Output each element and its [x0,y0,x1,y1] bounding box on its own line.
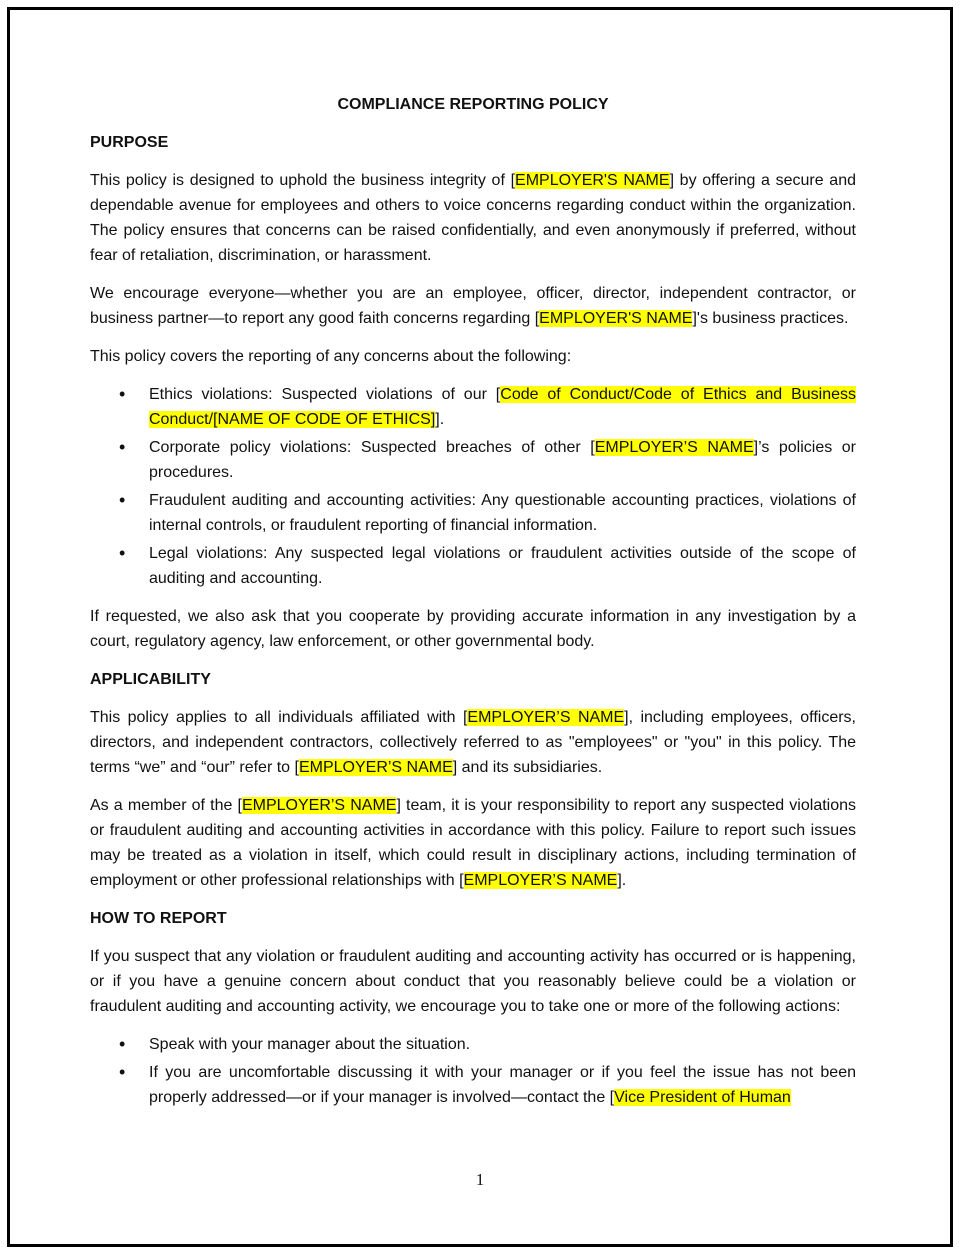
concerns-list [90,382,856,591]
text-run: ] by offering a secure and dependable avenue for employees and others to voice concerns regarding conduct within the organization. The policy ensures that concerns can be raised confidentially, and even anonymously if preferred, without fear of retaliation, discrimination, or harassment. [90,172,856,264]
text-run: We encourage everyone—whether you are an employee, officer, director, independent contractor, or business partner—to report any good faith concerns regarding [ [90,285,856,327]
text-run: This policy is designed to uphold the business integrity of [ [90,172,516,189]
document-body [90,92,856,1123]
purpose-paragraph-3: This policy covers the reporting of any concerns about the following: [90,348,572,365]
list-item: • Speak with your manager about the situation. [90,1032,856,1057]
purpose-paragraph-2 [90,281,856,331]
highlighted-placeholder: EMPLOYER'S NAME [539,310,693,327]
text-run: ]'s business practices. [692,310,849,327]
purpose-paragraph-1 [90,168,856,268]
highlighted-placeholder: EMPLOYER’S NAME [463,872,618,889]
document-title: COMPLIANCE REPORTING POLICY [337,96,609,113]
text-run: If you are uncomfortable discussing it with your manager or if you feel the issue has not been properly addressed—or if your manager is involved—contact the [ [149,1064,856,1106]
list-item: • Legal violations: Any suspected legal violations or fraudulent activities outside of the scope of auditing and accounting. [90,541,856,591]
text-run: ], including employees, officers, directors, and independent contractors, collectively referred to as "employees" or "you" in this policy. The terms “we” and “our” refer to [ [90,709,856,776]
list-item [90,435,856,485]
text-run: As a member of the [ [90,797,242,814]
highlighted-placeholder: Code of Conduct/Code of Ethics and Business Conduct/[NAME OF CODE OF ETHICS] [149,386,856,428]
page-number: 1 [475,1170,485,1189]
actions-list [90,1032,856,1110]
text-run: ]. [617,872,627,889]
text-run: ]’s policies or procedures. [149,439,857,481]
highlighted-placeholder: EMPLOYER'S NAME [515,172,670,189]
how-to-report-paragraph: If you suspect that any violation or fraudulent auditing and accounting activity has occurred or is happening, or if you have a genuine concern about conduct that you reasonably believe could be a violation or fraudulent auditing and accounting activity, we encourage you to take one or more of the following actions: [90,948,856,1015]
highlighted-placeholder: EMPLOYER’S NAME [241,797,397,814]
purpose-heading: PURPOSE [90,134,169,151]
highlighted-placeholder: Vice President of Human [614,1089,791,1106]
list-item [90,382,856,432]
applicability-paragraph-1 [90,705,856,780]
text-run: ] and its subsidiaries. [452,759,603,776]
applicability-paragraph-2 [90,793,856,893]
applicability-heading: APPLICABILITY [90,671,211,688]
text-run: ]. [435,411,445,428]
highlighted-placeholder: EMPLOYER’S NAME [298,759,453,776]
text-run: Ethics violations: Suspected violations of our [ [149,386,501,403]
highlighted-placeholder: EMPLOYER’S NAME [594,439,754,456]
text-run: This policy applies to all individuals affiliated with [ [90,709,468,726]
text-run: ] team, it is your responsibility to report any suspected violations or fraudulent auditing and accounting activities in accordance with this policy. Failure to report such issues may be treated as a violation in itself, which could result in disciplinary actions, including termination of employment or other professional relationships with [ [90,797,857,889]
highlighted-placeholder: EMPLOYER’S NAME [467,709,625,726]
purpose-paragraph-4: If requested, we also ask that you cooperate by providing accurate information in any investigation by a court, regulatory agency, law enforcement, or other governmental body. [90,608,856,650]
how-to-report-heading: HOW TO REPORT [90,910,227,927]
text-run: Corporate policy violations: Suspected breaches of other [ [149,439,595,456]
list-item: • Fraudulent auditing and accounting activities: Any questionable accounting practices, violations of internal controls, or fraudulent reporting of financial information. [90,488,856,538]
list-item [90,1060,856,1110]
